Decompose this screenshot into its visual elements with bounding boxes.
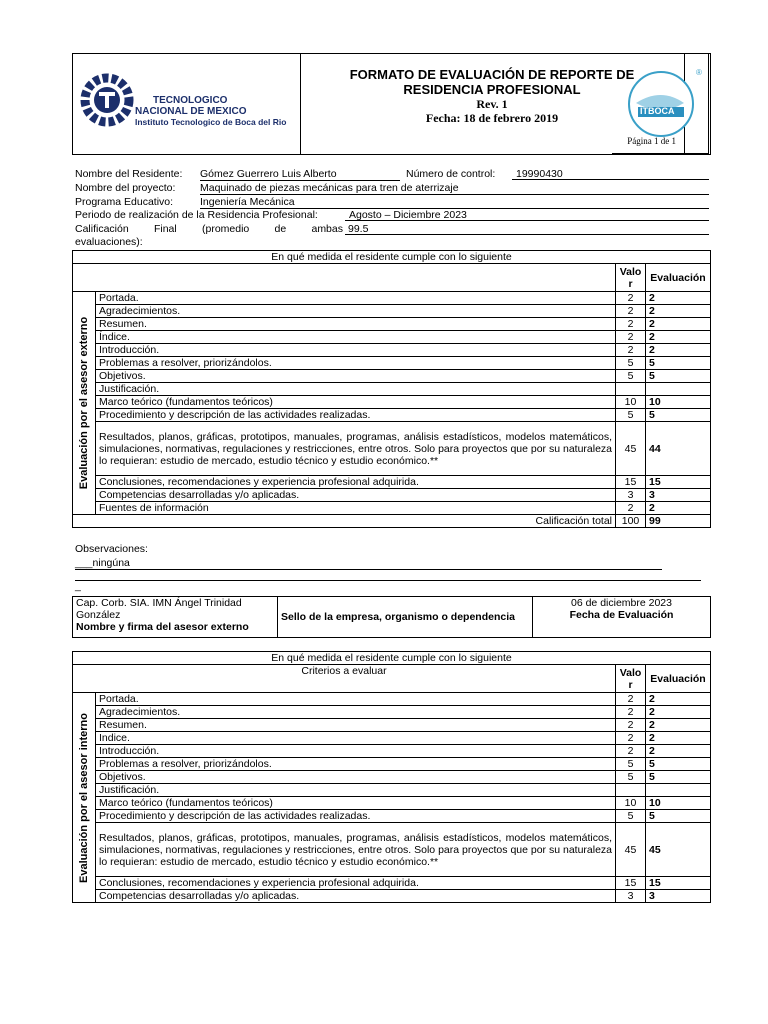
table-row [73, 877, 711, 890]
criterion-cell: Problemas a resolver, priorizándolos. [96, 357, 616, 370]
valor-cell: 2 [616, 331, 646, 344]
table-row [73, 732, 711, 745]
criterion-cell: Índice. [96, 331, 616, 344]
valor-cell: 10 [616, 396, 646, 409]
observaciones-line-2 [75, 568, 701, 581]
evaluacion-cell: 2 [646, 502, 711, 515]
table-row [73, 758, 711, 771]
evaluacion-cell: 2 [646, 745, 711, 758]
criterion-cell: Indice. [96, 732, 616, 745]
table-row [73, 305, 711, 318]
evaluacion-cell: 10 [646, 396, 711, 409]
sello-cell: Sello de la empresa, organismo o dependencia [278, 597, 533, 638]
evaluacion-cell: 5 [646, 771, 711, 784]
criterion-cell: Procedimiento y descripción de las actividades realizadas. [96, 409, 616, 422]
proyecto-label: Nombre del proyecto: [75, 182, 176, 194]
evaluacion-cell: 3 [646, 489, 711, 502]
ext-side-label [73, 292, 96, 515]
calificacion-label-2: evaluaciones): [75, 236, 143, 248]
table-row [73, 823, 711, 877]
int-evaluacion-header: Evaluación [646, 665, 711, 693]
control-value: 19990430 [512, 168, 709, 180]
int-criteria-header: Criterios a evaluar [73, 665, 616, 693]
table-row [73, 784, 711, 797]
ext-total-evaluacion: 99 [646, 515, 711, 528]
evaluacion-cell: 2 [646, 693, 711, 706]
int-table-heading: En qué medida el residente cumple con lo siguiente [73, 652, 711, 665]
table-row [73, 344, 711, 357]
ext-total-valor: 100 [616, 515, 646, 528]
evaluacion-cell: 5 [646, 758, 711, 771]
criterion-cell: Resumen. [96, 318, 616, 331]
criterion-cell: Objetivos. [96, 370, 616, 383]
evaluacion-cell: 15 [646, 877, 711, 890]
valor-cell: 2 [616, 719, 646, 732]
ext-total-label: Calificación total [73, 515, 616, 528]
table-row [73, 357, 711, 370]
criterion-cell: Problemas a resolver, priorizándolos. [96, 758, 616, 771]
residente-value: Gómez Guerrero Luis Alberto [200, 168, 400, 181]
evaluacion-cell: 5 [646, 357, 711, 370]
table-row [73, 771, 711, 784]
valor-cell: 3 [616, 890, 646, 903]
criterion-cell: Procedimiento y descripción de las actividades realizadas. [96, 810, 616, 823]
signature-table [72, 596, 711, 638]
criterion-cell: Introducción. [96, 344, 616, 357]
valor-cell: 2 [616, 292, 646, 305]
table-row [73, 693, 711, 706]
external-evaluation-table [72, 250, 711, 528]
fecha-cell [533, 597, 711, 638]
evaluacion-cell: 2 [646, 292, 711, 305]
evaluacion-cell [646, 383, 711, 396]
int-valor-header: Valor [616, 665, 646, 693]
periodo-value: Agosto – Diciembre 2023 [345, 209, 709, 221]
valor-cell: 10 [616, 797, 646, 810]
criterion-cell: Marco teórico (fundamentos teóricos) [96, 396, 616, 409]
criterion-cell: Justificación. [96, 383, 616, 396]
observaciones-text: ___ningúna [75, 557, 662, 570]
evaluacion-cell: 2 [646, 305, 711, 318]
control-label: Número de control: [406, 168, 496, 180]
table-row [73, 810, 711, 823]
periodo-label: Periodo de realización de la Residencia Profesional: [75, 209, 318, 221]
evaluacion-cell: 45 [646, 823, 711, 877]
criterion-cell: Portada. [96, 292, 616, 305]
table-row [73, 422, 711, 476]
valor-cell: 2 [616, 745, 646, 758]
evaluacion-cell: 10 [646, 797, 711, 810]
programa-value: Ingeniería Mecánica [200, 196, 709, 209]
evaluacion-cell: 5 [646, 810, 711, 823]
valor-cell: 5 [616, 810, 646, 823]
evaluacion-cell: 5 [646, 409, 711, 422]
criterion-cell: Resumen. [96, 719, 616, 732]
evaluacion-cell: 2 [646, 719, 711, 732]
valor-cell: 2 [616, 706, 646, 719]
criterion-cell: Portada. [96, 693, 616, 706]
itboca-text: ITBOCA [640, 106, 675, 116]
valor-cell: 2 [616, 693, 646, 706]
criterion-cell: Justificación. [96, 784, 616, 797]
table-row [73, 797, 711, 810]
valor-cell: 2 [616, 502, 646, 515]
criterion-cell: Agradecimientos. [96, 305, 616, 318]
valor-cell: 45 [616, 422, 646, 476]
evaluacion-cell: 2 [646, 318, 711, 331]
table-row [73, 370, 711, 383]
criterion-cell: Conclusiones, recomendaciones y experiencia profesional adquirida. [96, 476, 616, 489]
proyecto-value: Maquinado de piezas mecánicas para tren de aterrizaje [200, 182, 709, 195]
criterion-cell: Introducción. [96, 745, 616, 758]
criterion-cell: Objetivos. [96, 771, 616, 784]
valor-cell: 2 [616, 344, 646, 357]
valor-cell: 2 [616, 318, 646, 331]
table-row [73, 396, 711, 409]
valor-cell: 5 [616, 357, 646, 370]
inst-line3: Instituto Tecnologico de Boca del Rio [135, 117, 287, 127]
valor-cell: 3 [616, 489, 646, 502]
evaluacion-cell: 2 [646, 331, 711, 344]
table-row [73, 890, 711, 903]
ext-table-heading: En qué medida el residente cumple con lo siguiente [73, 251, 711, 264]
asesor-externo-name: Cap. Corb. SIA. IMN Ángel Trinidad González [76, 597, 242, 621]
valor-cell: 5 [616, 771, 646, 784]
ext-valor-header: Valor [616, 264, 646, 292]
valor-cell: 15 [616, 877, 646, 890]
evaluacion-cell: 2 [646, 706, 711, 719]
valor-cell: 5 [616, 758, 646, 771]
evaluacion-cell: 3 [646, 890, 711, 903]
criterion-cell: Resultados, planos, gráficas, prototipos, manuales, programas, análisis estadísticos, modelos matemáticos, simulaciones, normativas, regulaciones y restricciones, entre otros. Solo para proyectos que por su naturaleza lo requieran: estudio de mercado, estudio técnico y estudio económico.** [96, 823, 616, 877]
fecha-evaluacion-value: 06 de diciembre 2023 [571, 597, 672, 609]
calificacion-label: Calificación Final (promedio de ambas [75, 223, 343, 235]
registered-mark: ® [696, 68, 702, 77]
evaluacion-cell: 5 [646, 370, 711, 383]
observaciones-dash: _ [75, 580, 81, 592]
criterion-cell: Competencias desarrolladas y/o aplicadas. [96, 489, 616, 502]
itboca-logo-box [612, 53, 709, 154]
table-row [73, 502, 711, 515]
valor-cell: 5 [616, 409, 646, 422]
document-title: FORMATO DE EVALUACIÓN DE REPORTE DE RESIDENCIA PROFESIONAL [349, 67, 635, 97]
valor-cell: 15 [616, 476, 646, 489]
table-row [73, 318, 711, 331]
table-row [73, 719, 711, 732]
observaciones-label: Observaciones: [75, 543, 148, 555]
valor-cell: 5 [616, 370, 646, 383]
page-number: Página 1 de 1 [627, 136, 676, 146]
inst-line2: NACIONAL DE MEXICO [135, 106, 247, 117]
evaluacion-cell: 2 [646, 344, 711, 357]
valor-cell: 2 [616, 732, 646, 745]
ext-criteria-header [73, 264, 616, 292]
asesor-externo-label: Nombre y firma del asesor externo [76, 621, 249, 633]
issue-date: Fecha: 18 de febrero 2019 [425, 111, 559, 125]
table-row [73, 489, 711, 502]
criterion-cell: Conclusiones, recomendaciones y experiencia profesional adquirida. [96, 877, 616, 890]
revision: Rev. 1 [476, 97, 508, 111]
int-side-label-text: Evaluación por el asesor interno [78, 712, 90, 883]
table-row [73, 383, 711, 396]
valor-cell: 45 [616, 823, 646, 877]
criterion-cell: Marco teórico (fundamentos teóricos) [96, 797, 616, 810]
calificacion-final-value: 99.5 [345, 223, 709, 235]
valor-cell [616, 784, 646, 797]
signature-cell [73, 597, 278, 638]
criterion-cell: Resultados, planos, gráficas, prototipos, manuales, programas, análisis estadísticos, modelos matemáticos, simulaciones, normativas, regulaciones y restricciones, entre otros. Solo para proyectos que por su naturaleza lo requieran: estudio de mercado, estudio técnico y estudio económico.** [96, 422, 616, 476]
programa-label: Programa Educativo: [75, 196, 174, 208]
ext-evaluacion-header: Evaluación [646, 264, 711, 292]
evaluacion-cell: 2 [646, 732, 711, 745]
table-row [73, 292, 711, 305]
int-side-label [73, 693, 96, 903]
evaluacion-cell: 15 [646, 476, 711, 489]
itboca-fish-icon [626, 69, 696, 139]
table-row [73, 409, 711, 422]
inst-line1: TECNOLOGICO [153, 95, 228, 106]
valor-cell: 2 [616, 305, 646, 318]
evaluacion-cell [646, 784, 711, 797]
table-row [73, 331, 711, 344]
table-row [73, 706, 711, 719]
ext-side-label-text: Evaluación por el asesor externo [78, 316, 90, 490]
criterion-cell: Agradecimientos. [96, 706, 616, 719]
table-row [73, 476, 711, 489]
table-row [73, 745, 711, 758]
fecha-evaluacion-label: Fecha de Evaluación [569, 609, 674, 621]
valor-cell [616, 383, 646, 396]
residente-label: Nombre del Residente: [75, 168, 183, 180]
criterion-cell: Fuentes de información [96, 502, 616, 515]
evaluacion-cell: 44 [646, 422, 711, 476]
criterion-cell: Competencias desarrolladas y/o aplicadas. [96, 890, 616, 903]
tecnm-gear-logo [77, 68, 137, 132]
internal-evaluation-table [72, 651, 711, 903]
tecnm-logo-cell [73, 54, 301, 154]
